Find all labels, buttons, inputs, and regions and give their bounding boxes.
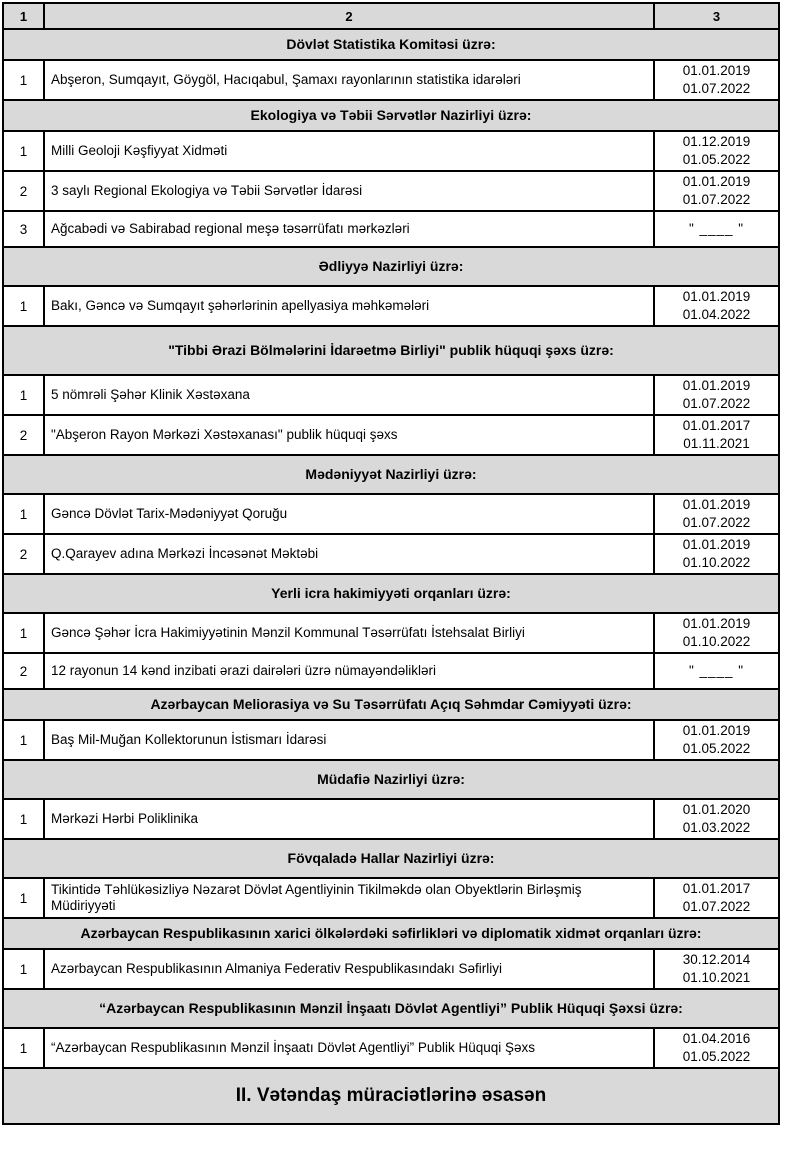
end-date: 01.05.2022 — [682, 152, 751, 167]
start-date: 01.12.2019 — [682, 134, 751, 149]
start-date: 01.01.2019 — [682, 289, 751, 304]
row-number-cell: 1 — [3, 799, 44, 839]
start-date: 01.01.2019 — [682, 723, 751, 738]
row-dates-cell — [654, 613, 779, 653]
section-header: "Tibbi Ərazi Bölmələrini İdarəetmə Birliyi" publik hüquqi şəxs üzrə: — [3, 326, 779, 375]
end-date: 01.05.2022 — [682, 741, 751, 756]
end-date: 01.10.2022 — [682, 634, 751, 649]
start-date: 01.01.2020 — [682, 802, 751, 817]
row-name-cell: Tikintidə Təhlükəsizliyə Nəzarət Dövlət Agentliyinin Tikilməkdə olan Obyektlərin Birləşmiş Müdiriyyəti — [44, 878, 654, 918]
section-header: “Azərbaycan Respublikasının Mənzil İnşaatı Dövlət Agentliyi” Publik Hüquqi Şəxsi üzrə: — [3, 989, 779, 1028]
row-dates-cell — [654, 878, 779, 918]
table-row — [3, 286, 779, 326]
section-header-row — [3, 989, 779, 1028]
row-number-cell: 1 — [3, 720, 44, 760]
row-dates-cell — [654, 534, 779, 574]
row-name-cell: “Azərbaycan Respublikasının Mənzil İnşaatı Dövlət Agentliyi” Publik Hüquqi Şəxs — [44, 1028, 654, 1068]
row-number-cell: 1 — [3, 949, 44, 989]
row-name-cell: Q.Qarayev adına Mərkəzi İncəsənət Məktəbi — [44, 534, 654, 574]
row-dates-cell — [654, 653, 779, 689]
row-dates-cell — [654, 375, 779, 415]
row-number-cell: 1 — [3, 60, 44, 100]
section-header: Fövqaladə Hallar Nazirliyi üzrə: — [3, 839, 779, 878]
section-header-row — [3, 918, 779, 949]
section-header: Azərbaycan Meliorasiya və Su Təsərrüfatı Açıq Səhmdar Cəmiyyəti üzrə: — [3, 689, 779, 720]
end-date: 01.07.2022 — [682, 899, 751, 914]
row-name-cell: 3 saylı Regional Ekologiya və Təbii Sərvətlər İdarəsi — [44, 171, 654, 211]
table-row — [3, 211, 779, 247]
end-date: 01.05.2022 — [682, 1049, 751, 1064]
footer-section-row — [3, 1068, 779, 1124]
start-date: 01.04.2016 — [682, 1031, 751, 1046]
start-date: 01.01.2017 — [682, 418, 751, 433]
row-dates-cell — [654, 60, 779, 100]
column-header-2: 2 — [44, 3, 654, 29]
row-dates-cell — [654, 949, 779, 989]
row-name-cell: Mərkəzi Hərbi Poliklinika — [44, 799, 654, 839]
table-row — [3, 415, 779, 455]
row-dates-cell — [654, 799, 779, 839]
row-number-cell: 2 — [3, 534, 44, 574]
column-header-row — [3, 3, 779, 29]
row-name-cell: Milli Geoloji Kəşfiyyat Xidməti — [44, 131, 654, 171]
table-row — [3, 60, 779, 100]
start-date: 30.12.2014 — [682, 952, 751, 967]
section-header: Ekologiya və Təbii Sərvətlər Nazirliyi üzrə: — [3, 100, 779, 131]
start-date: 01.01.2019 — [682, 378, 751, 393]
end-date: 01.07.2022 — [682, 396, 751, 411]
section-header: Yerli icra hakimiyyəti orqanları üzrə: — [3, 574, 779, 613]
section-header: Ədliyyə Nazirliyi üzrə: — [3, 247, 779, 286]
empty-date-marker: " ____ " — [688, 663, 745, 678]
column-header-3: 3 — [654, 3, 779, 29]
section-header-row — [3, 574, 779, 613]
start-date: 01.01.2019 — [682, 497, 751, 512]
end-date: 01.07.2022 — [682, 81, 751, 96]
end-date: 01.11.2021 — [683, 436, 750, 451]
section-header-row — [3, 29, 779, 60]
section-header: Azərbaycan Respublikasının xarici ölkələrdəki səfirlikləri və diplomatik xidmət orqanları üzrə: — [3, 918, 779, 949]
start-date: 01.01.2019 — [682, 63, 751, 78]
section-header-row — [3, 689, 779, 720]
end-date: 01.07.2022 — [682, 515, 751, 530]
row-number-cell: 1 — [3, 494, 44, 534]
end-date: 01.03.2022 — [682, 820, 751, 835]
row-dates-cell — [654, 171, 779, 211]
row-name-cell: Abşeron, Sumqayıt, Göygöl, Hacıqabul, Şamaxı rayonlarının statistika idarələri — [44, 60, 654, 100]
table-row — [3, 131, 779, 171]
row-dates-cell — [654, 415, 779, 455]
end-date: 01.10.2022 — [682, 555, 751, 570]
section-header: Müdafiə Nazirliyi üzrə: — [3, 760, 779, 799]
start-date: 01.01.2019 — [682, 616, 751, 631]
row-name-cell: Baş Mil-Muğan Kollektorunun İstismarı İdarəsi — [44, 720, 654, 760]
row-number-cell: 3 — [3, 211, 44, 247]
section-header-row — [3, 839, 779, 878]
section-header: Mədəniyyət Nazirliyi üzrə: — [3, 455, 779, 494]
table-row — [3, 878, 779, 918]
row-name-cell: Ağcabədi və Sabirabad regional meşə təsərrüfatı mərkəzləri — [44, 211, 654, 247]
report-table — [2, 2, 780, 1125]
table-row — [3, 653, 779, 689]
table-row — [3, 613, 779, 653]
table-row — [3, 534, 779, 574]
row-dates-cell — [654, 720, 779, 760]
start-date: 01.01.2019 — [682, 174, 751, 189]
row-dates-cell — [654, 131, 779, 171]
row-number-cell: 1 — [3, 613, 44, 653]
row-name-cell: Gəncə Şəhər İcra Hakimiyyətinin Mənzil Kommunal Təsərrüfatı İstehsalat Birliyi — [44, 613, 654, 653]
table-row — [3, 1028, 779, 1068]
row-number-cell: 1 — [3, 878, 44, 918]
row-dates-cell — [654, 286, 779, 326]
footer-section-title: II. Vətəndaş müraciətlərinə əsasən — [3, 1068, 779, 1124]
start-date: 01.01.2017 — [682, 881, 751, 896]
report-table-body — [3, 3, 779, 1124]
section-header-row — [3, 247, 779, 286]
row-dates-cell — [654, 494, 779, 534]
row-dates-cell — [654, 1028, 779, 1068]
row-number-cell: 1 — [3, 1028, 44, 1068]
row-name-cell: 5 nömrəli Şəhər Klinik Xəstəxana — [44, 375, 654, 415]
column-header-1: 1 — [3, 3, 44, 29]
section-header-row — [3, 760, 779, 799]
row-name-cell: Azərbaycan Respublikasının Almaniya Federativ Respublikasındakı Səfirliyi — [44, 949, 654, 989]
row-number-cell: 2 — [3, 171, 44, 211]
table-row — [3, 799, 779, 839]
empty-date-marker: " ____ " — [688, 221, 745, 236]
table-row — [3, 720, 779, 760]
table-row — [3, 375, 779, 415]
row-number-cell: 2 — [3, 653, 44, 689]
row-number-cell: 1 — [3, 131, 44, 171]
row-dates-cell — [654, 211, 779, 247]
section-header-row — [3, 326, 779, 375]
table-row — [3, 949, 779, 989]
end-date: 01.07.2022 — [682, 192, 751, 207]
end-date: 01.10.2021 — [682, 970, 751, 985]
end-date: 01.04.2022 — [682, 307, 751, 322]
table-row — [3, 494, 779, 534]
row-number-cell: 1 — [3, 375, 44, 415]
section-header: Dövlət Statistika Komitəsi üzrə: — [3, 29, 779, 60]
row-number-cell: 2 — [3, 415, 44, 455]
table-row — [3, 171, 779, 211]
row-number-cell: 1 — [3, 286, 44, 326]
row-name-cell: Bakı, Gəncə və Sumqayıt şəhərlərinin apellyasiya məhkəmələri — [44, 286, 654, 326]
row-name-cell: Gəncə Dövlət Tarix-Mədəniyyət Qoruğu — [44, 494, 654, 534]
row-name-cell: 12 rayonun 14 kənd inzibati ərazi dairələri üzrə nümayəndəlikləri — [44, 653, 654, 689]
start-date: 01.01.2019 — [682, 537, 751, 552]
row-name-cell: "Abşeron Rayon Mərkəzi Xəstəxanası" publik hüquqi şəxs — [44, 415, 654, 455]
section-header-row — [3, 455, 779, 494]
section-header-row — [3, 100, 779, 131]
